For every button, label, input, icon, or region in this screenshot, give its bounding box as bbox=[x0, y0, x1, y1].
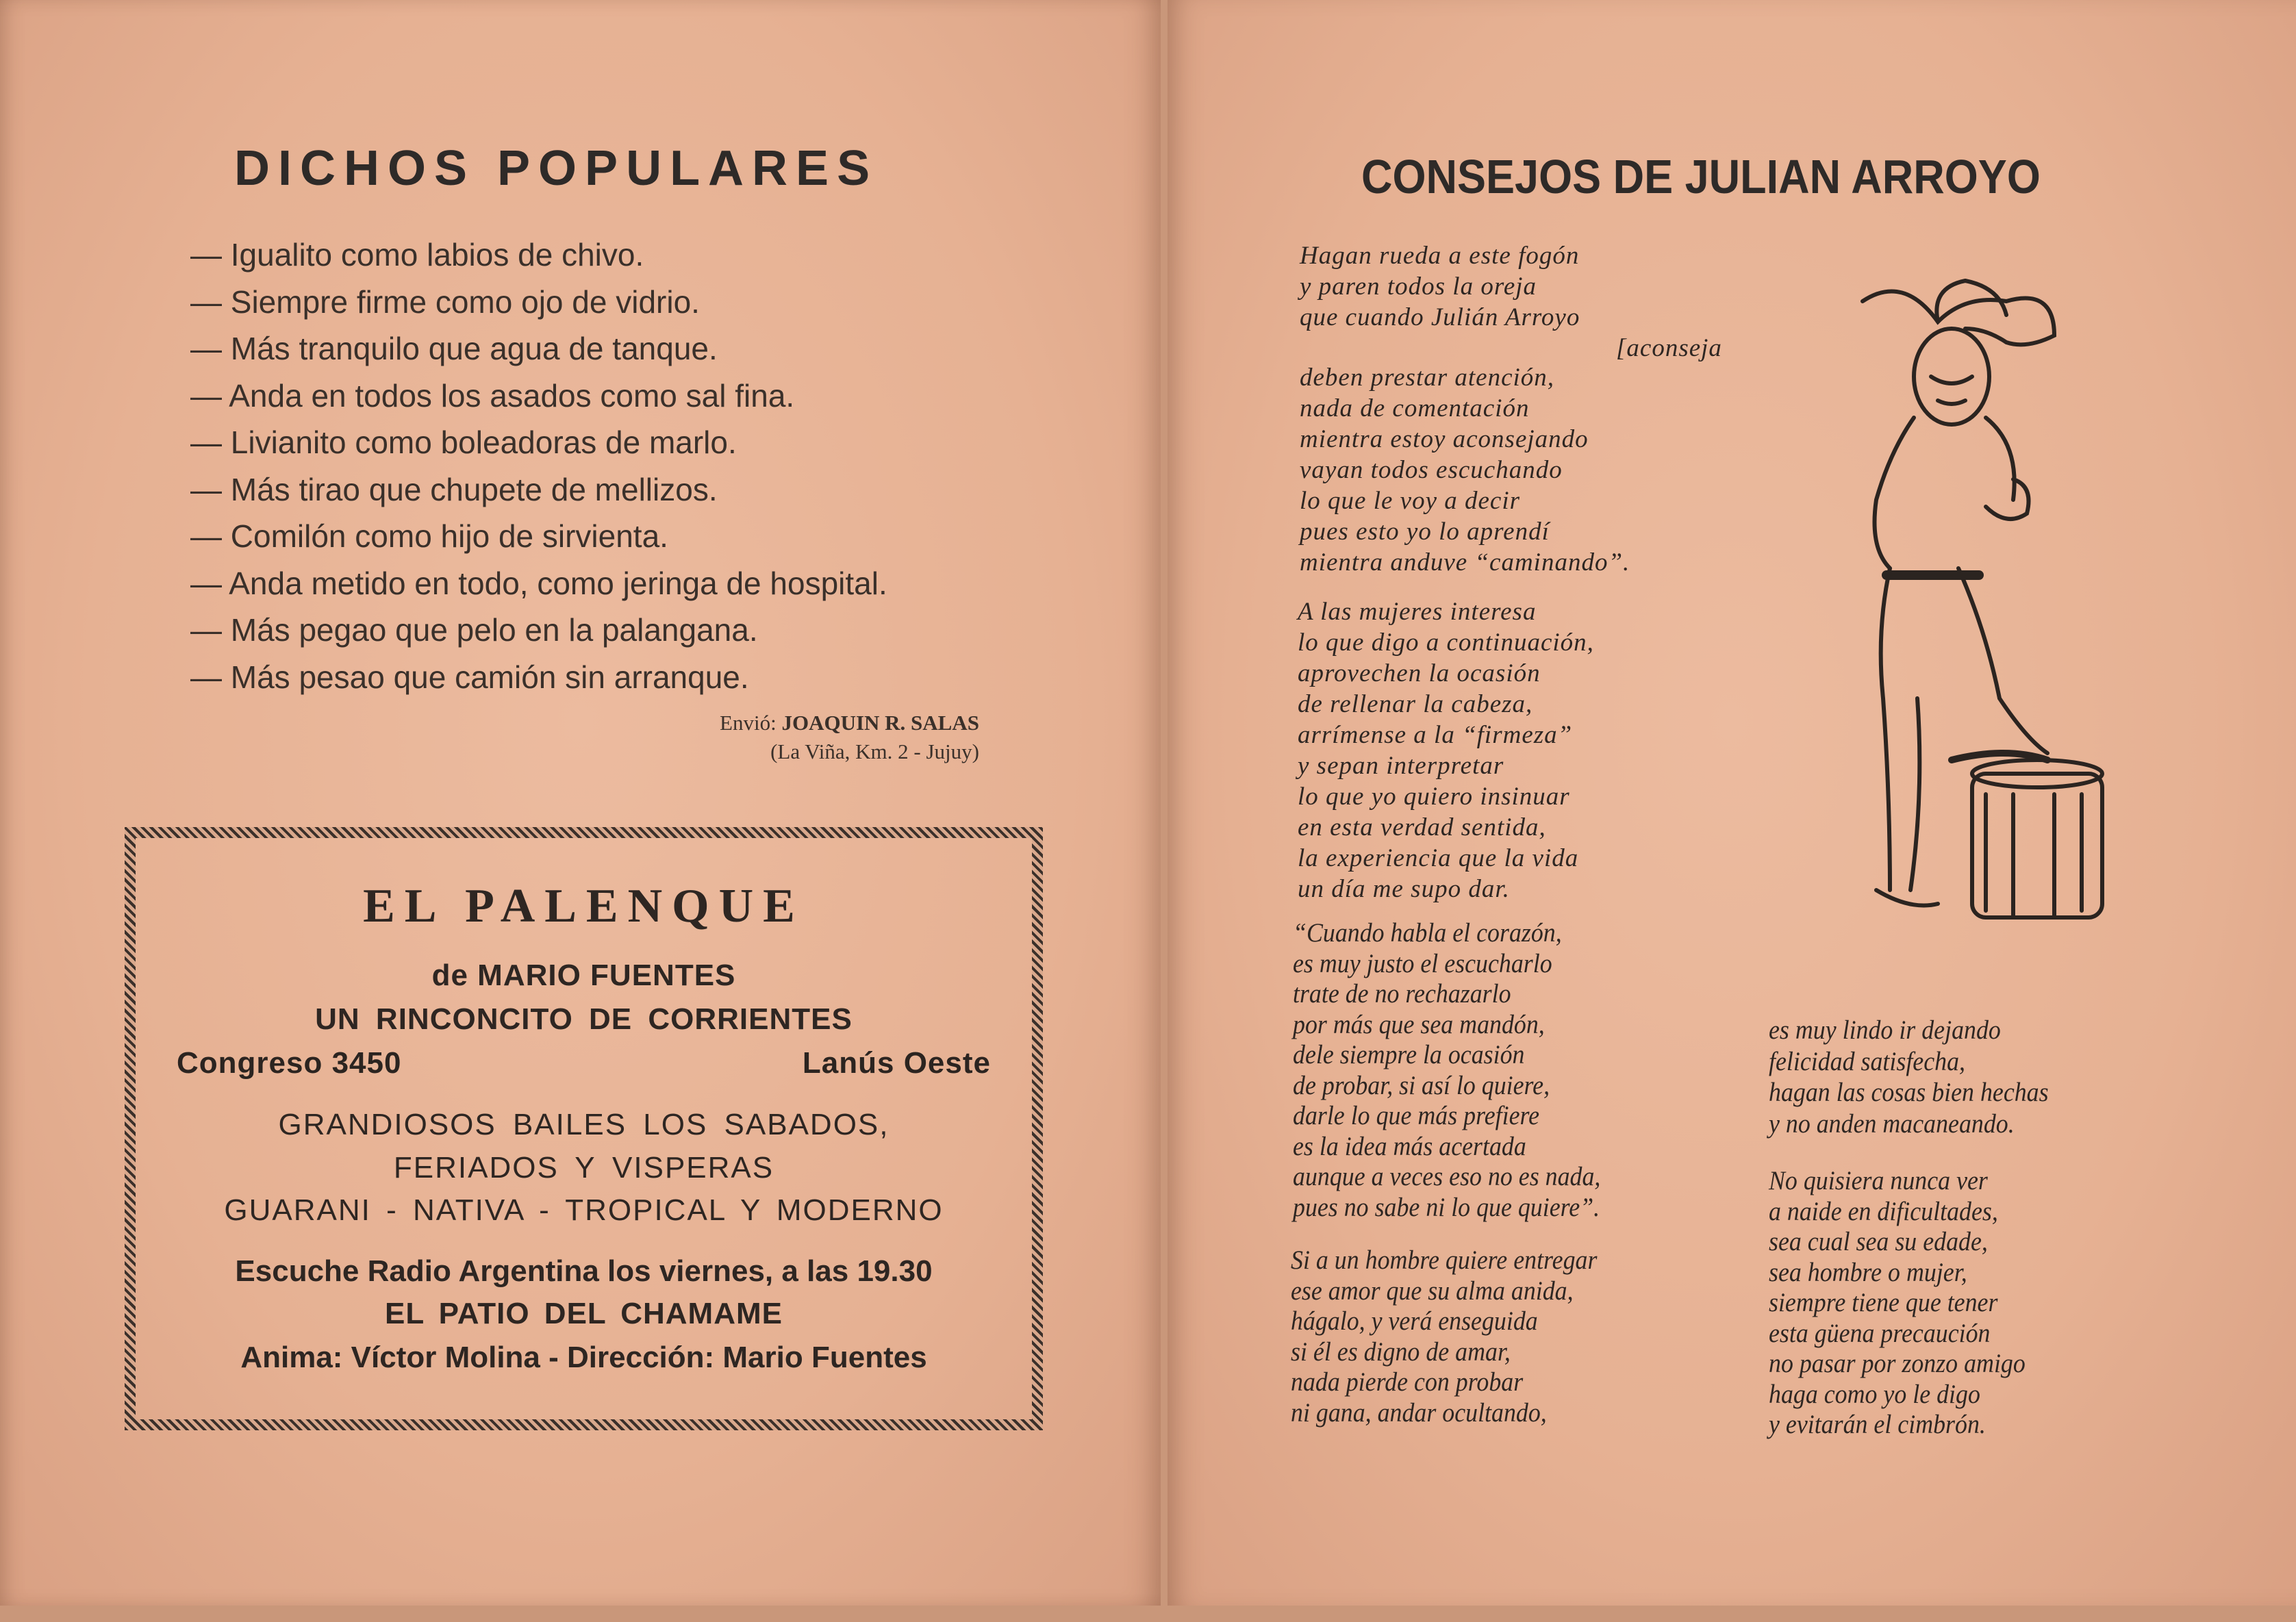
poem-line: es la idea más acertada bbox=[1293, 1131, 1526, 1161]
poem-line: si él es digno de amar, bbox=[1291, 1336, 1511, 1367]
ad-line1: GRANDIOSOS BAILES LOS SABADOS, bbox=[278, 1108, 890, 1141]
poem-line: lo que le voy a decir bbox=[1300, 487, 1521, 515]
poem-line: que cuando Julián Arroyo bbox=[1300, 303, 1580, 331]
poem-line: es muy lindo ir dejando bbox=[1769, 1015, 2001, 1045]
saying-item: — Anda en todos los asados como sal fina. bbox=[190, 377, 795, 414]
poem-line: aunque a veces eso no es nada, bbox=[1293, 1162, 1601, 1191]
ad-program: EL PATIO DEL CHAMAME bbox=[385, 1297, 783, 1330]
page-title: DICHOS POPULARES bbox=[234, 141, 879, 196]
poem-line: trate de no rechazarlo bbox=[1293, 979, 1511, 1009]
ad-locality: Lanús Oeste bbox=[802, 1046, 991, 1080]
poem-line: lo que yo quiero insinuar bbox=[1298, 783, 1570, 811]
poem-line: siempre tiene que tener bbox=[1769, 1288, 1998, 1317]
advertisement-box bbox=[125, 827, 1043, 1430]
poem-line: nada pierde con probar bbox=[1291, 1367, 1524, 1397]
poem-line: arrímense a la “firmeza” bbox=[1298, 721, 1573, 749]
poem-line: sea cual sea su edade, bbox=[1769, 1227, 1988, 1256]
ad-line2: FERIADOS Y VISPERAS bbox=[393, 1151, 774, 1184]
credit-place: (La Viña, Km. 2 - Jujuy) bbox=[770, 739, 979, 763]
gaucho-illustration bbox=[1849, 274, 2143, 931]
poem-line: y paren todos la oreja bbox=[1300, 273, 1537, 301]
ad-title: EL PALENQUE bbox=[363, 880, 805, 933]
poem-line: No quisiera nunca ver bbox=[1769, 1166, 1988, 1195]
poem-line: pues no sabe ni lo que quiere”. bbox=[1293, 1192, 1600, 1222]
credit-line bbox=[720, 711, 979, 735]
poem-line: A las mujeres interesa bbox=[1298, 598, 1537, 626]
ad-tagline: UN RINCONCITO DE CORRIENTES bbox=[315, 1002, 853, 1036]
poem-line: dele siempre la ocasión bbox=[1293, 1040, 1525, 1069]
poem-line: darle lo que más prefiere bbox=[1293, 1101, 1540, 1130]
poem-line: lo que digo a continuación, bbox=[1298, 629, 1594, 657]
poem-line-wrap: [aconseja bbox=[1616, 334, 1722, 362]
poem-line: por más que sea mandón, bbox=[1293, 1009, 1545, 1039]
saying-item: — Más pesao que camión sin arranque. bbox=[190, 659, 749, 695]
saying-item: — Más pegao que pelo en la palangana. bbox=[190, 612, 758, 648]
poem-line: sea hombre o mujer, bbox=[1769, 1257, 1967, 1287]
saying-item: — Más tirao que chupete de mellizos. bbox=[190, 471, 718, 507]
poem-line: no pasar por zonzo amigo bbox=[1769, 1349, 2026, 1378]
poem-line: esta güena precaución bbox=[1769, 1318, 1991, 1348]
poem-line: nada de comentación bbox=[1300, 394, 1530, 422]
poem-line: hagan las cosas bien hechas bbox=[1769, 1078, 2049, 1107]
poem-line: es muy justo el escucharlo bbox=[1293, 948, 1552, 978]
poem-line: hágalo, y verá enseguida bbox=[1291, 1306, 1538, 1336]
poem-line: Hagan rueda a este fogón bbox=[1300, 242, 1580, 270]
poem-line: de rellenar la cabeza, bbox=[1298, 690, 1533, 718]
poem-line: un día me supo dar. bbox=[1298, 875, 1510, 903]
ad-address: Congreso 3450 bbox=[177, 1046, 402, 1080]
poem-line: la experiencia que la vida bbox=[1298, 844, 1579, 872]
poem-line: ese amor que su alma anida, bbox=[1291, 1276, 1574, 1306]
poem-line: y no anden macaneando. bbox=[1769, 1108, 2015, 1139]
saying-item: — Más tranquilo que agua de tanque. bbox=[190, 331, 718, 366]
poem-line: de probar, si así lo quiere, bbox=[1293, 1070, 1550, 1100]
poem-line: ni gana, andar ocultando, bbox=[1291, 1397, 1547, 1428]
saying-item: — Anda metido en todo, como jeringa de hospital. bbox=[190, 565, 887, 601]
poem-line: y evitarán el cimbrón. bbox=[1769, 1410, 1986, 1439]
poem-line: felicidad satisfecha, bbox=[1769, 1046, 1965, 1076]
poem-line: haga como yo le digo bbox=[1769, 1379, 1980, 1409]
poem-line: “Cuando habla el corazón, bbox=[1293, 918, 1562, 948]
ad-radio: Escuche Radio Argentina los viernes, a las 19.30 bbox=[235, 1254, 933, 1288]
poem-line: aprovechen la ocasión bbox=[1298, 659, 1541, 687]
saying-item: — Comilón como hijo de sirvienta. bbox=[190, 518, 668, 554]
ad-credits: Anima: Víctor Molina - Dirección: Mario Fuentes bbox=[240, 1341, 927, 1374]
credit-label: Envió: bbox=[720, 711, 782, 735]
ad-line3: GUARANI - NATIVA - TROPICAL Y MODERNO bbox=[224, 1193, 944, 1227]
poem-line: mientra estoy aconsejando bbox=[1300, 425, 1589, 453]
ad-owner: de MARIO FUENTES bbox=[431, 959, 736, 992]
saying-item: — Livianito como boleadoras de marlo. bbox=[190, 424, 737, 460]
poem-line: en esta verdad sentida, bbox=[1298, 813, 1546, 841]
poem-line: vayan todos escuchando bbox=[1300, 456, 1563, 484]
right-page bbox=[1168, 0, 2296, 1606]
poem-line: mientra anduve “caminando”. bbox=[1300, 548, 1630, 576]
page-title: CONSEJOS DE JULIAN ARROYO bbox=[1361, 150, 2041, 203]
credit-name: JOAQUIN R. SALAS bbox=[781, 711, 979, 735]
poem-line: a naide en dificultades, bbox=[1769, 1196, 1998, 1226]
saying-item: — Igualito como labios de chivo. bbox=[190, 237, 644, 273]
poem-line: pues esto yo lo aprendí bbox=[1300, 518, 1550, 546]
poem-line: deben prestar atención, bbox=[1300, 364, 1555, 392]
poem-line: y sepan interpretar bbox=[1298, 752, 1504, 780]
saying-item: — Siempre firme como ojo de vidrio. bbox=[190, 283, 700, 320]
poem-line: Si a un hombre quiere entregar bbox=[1291, 1245, 1598, 1275]
